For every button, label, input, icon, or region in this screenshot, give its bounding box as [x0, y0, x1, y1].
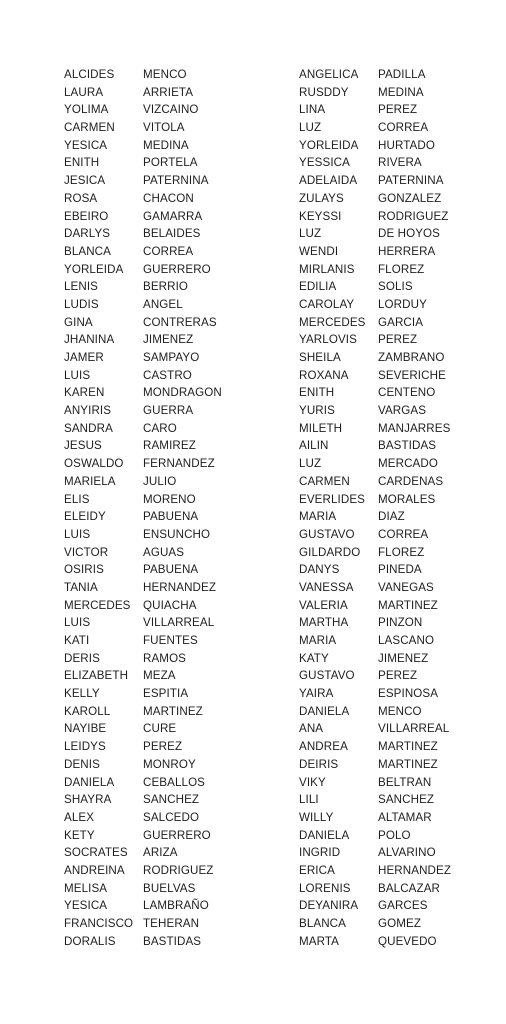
- first-name-left: LUIS: [64, 527, 91, 541]
- first-name-left: DENIS: [64, 757, 100, 771]
- last-name-left: MENCO: [143, 68, 187, 81]
- last-name-left: BELAIDES: [143, 227, 201, 241]
- first-name-right: MARTHA: [299, 616, 349, 630]
- last-name-left: RODRIGUEZ: [143, 863, 214, 877]
- last-name-left: PORTELA: [143, 156, 198, 170]
- first-name-right: YURIS: [299, 404, 335, 418]
- name-row: [64, 101, 464, 119]
- name-row: [64, 667, 464, 685]
- last-name-left: BERRIO: [143, 280, 189, 294]
- last-name-right: DIAZ: [378, 510, 405, 524]
- last-name-right: CENTENO: [378, 386, 436, 400]
- first-name-right: EVERLIDES: [299, 492, 365, 506]
- name-row: [64, 703, 464, 721]
- last-name-right: LORDUY: [378, 297, 427, 311]
- first-name-right: DANIELA: [299, 828, 350, 842]
- last-name-left: LAMBRAÑO: [143, 899, 209, 913]
- last-name-left: RAMIREZ: [143, 439, 196, 453]
- last-name-right: PEREZ: [378, 669, 418, 683]
- first-name-right: DEYANIRA: [299, 899, 359, 913]
- first-name-left: JAMER: [64, 351, 104, 364]
- name-row: [64, 774, 464, 792]
- last-name-left: MONDRAGON: [143, 386, 222, 400]
- first-name-left: OSIRIS: [64, 563, 104, 577]
- last-name-right: HERNANDEZ: [378, 863, 452, 877]
- last-name-right: BASTIDAS: [378, 439, 437, 453]
- first-name-left: KELLY: [64, 687, 100, 701]
- first-name-left: LAURA: [64, 85, 104, 99]
- last-name-left: CARO: [143, 421, 177, 435]
- name-row: [64, 402, 464, 420]
- first-name-right: VANESSA: [299, 580, 354, 594]
- first-name-right: ANDREA: [299, 740, 348, 754]
- name-row: [64, 738, 464, 756]
- name-row: [64, 473, 464, 491]
- last-name-left: SANCHEZ: [143, 793, 200, 807]
- last-name-left: SAMPAYO: [143, 351, 200, 364]
- first-name-left: ROSA: [64, 191, 98, 205]
- first-name-left: LUIS: [64, 616, 91, 630]
- last-name-right: PINEDA: [378, 563, 422, 577]
- first-name-left: KATI: [64, 634, 90, 647]
- first-name-left: YORLEIDA: [64, 262, 124, 276]
- first-name-right: DANIELA: [299, 704, 350, 718]
- first-name-right: ROXANA: [299, 368, 349, 382]
- first-name-right: YESSICA: [299, 156, 350, 170]
- last-name-left: PABUENA: [143, 563, 199, 577]
- last-name-right: DE HOYOS: [378, 227, 441, 241]
- last-name-right: PINZON: [378, 616, 423, 630]
- first-name-left: VICTOR: [64, 545, 109, 559]
- last-name-left: ESPITIA: [143, 687, 189, 701]
- last-name-right: GARCIA: [378, 315, 424, 329]
- last-name-left: JIMENEZ: [143, 333, 194, 347]
- last-name-right: MARTINEZ: [378, 598, 438, 612]
- first-name-left: CARMEN: [64, 121, 115, 135]
- first-name-left: ELIS: [64, 492, 90, 506]
- last-name-left: TEHERAN: [143, 917, 200, 930]
- first-name-right: KEYSSI: [299, 209, 342, 223]
- name-row: [64, 791, 464, 809]
- name-row: [64, 720, 464, 738]
- name-row: [64, 190, 464, 208]
- first-name-right: LORENIS: [299, 881, 351, 895]
- first-name-right: CARMEN: [299, 474, 350, 488]
- last-name-left: ENSUNCHO: [143, 527, 211, 541]
- first-name-left: LUDIS: [64, 297, 99, 311]
- first-name-right: WILLY: [299, 810, 334, 824]
- last-name-left: JULIO: [143, 474, 177, 488]
- name-row: [64, 685, 464, 703]
- first-name-left: MELISA: [64, 881, 108, 895]
- name-row: [64, 809, 464, 827]
- name-row: [64, 491, 464, 509]
- first-name-right: VIKY: [299, 775, 326, 789]
- first-name-left: SOCRATES: [64, 846, 128, 860]
- last-name-right: SANCHEZ: [378, 793, 435, 807]
- last-name-left: SALCEDO: [143, 810, 200, 824]
- first-name-right: MARIA: [299, 510, 337, 524]
- last-name-right: MENCO: [378, 704, 422, 718]
- last-name-left: VILLARREAL: [143, 616, 215, 630]
- name-row: [64, 243, 464, 261]
- first-name-left: SANDRA: [64, 421, 113, 435]
- first-name-right: MERCEDES: [299, 315, 366, 329]
- first-name-right: LINA: [299, 103, 326, 117]
- last-name-left: PEREZ: [143, 740, 183, 754]
- last-name-right: HERRERA: [378, 244, 436, 258]
- first-name-left: ANDREINA: [64, 863, 125, 877]
- last-name-right: ALTAMAR: [378, 810, 432, 824]
- last-name-left: FERNANDEZ: [143, 457, 215, 471]
- first-name-right: YORLEIDA: [299, 138, 359, 152]
- first-name-right: DEIRIS: [299, 757, 339, 771]
- name-row: [64, 137, 464, 155]
- name-row: [64, 66, 464, 84]
- first-name-right: ANGELICA: [299, 68, 359, 81]
- name-row: [64, 84, 464, 102]
- first-name-right: GILDARDO: [299, 545, 361, 559]
- name-row: [64, 278, 464, 296]
- last-name-left: ARIZA: [143, 846, 178, 860]
- first-name-right: GUSTAVO: [299, 669, 355, 683]
- last-name-right: QUEVEDO: [378, 934, 437, 948]
- name-row: [64, 349, 464, 367]
- first-name-left: YESICA: [64, 899, 108, 913]
- last-name-right: MORALES: [378, 492, 436, 506]
- first-name-right: RUSDDY: [299, 85, 349, 99]
- last-name-left: CEBALLOS: [143, 775, 206, 789]
- first-name-left: LEIDYS: [64, 740, 106, 754]
- name-row: [64, 119, 464, 137]
- last-name-right: SEVERICHE: [378, 368, 446, 382]
- last-name-right: MARTINEZ: [378, 757, 438, 771]
- last-name-right: FLOREZ: [378, 545, 425, 559]
- first-name-left: JESICA: [64, 174, 106, 188]
- last-name-left: MEZA: [143, 669, 176, 683]
- first-name-right: ERICA: [299, 863, 335, 877]
- last-name-right: MANJARRES: [378, 421, 451, 435]
- first-name-left: LENIS: [64, 280, 99, 294]
- last-name-right: ALVARINO: [378, 846, 436, 860]
- last-name-right: MARTINEZ: [378, 740, 438, 754]
- last-name-left: HERNANDEZ: [143, 580, 217, 594]
- first-name-right: YARLOVIS: [299, 333, 357, 347]
- last-name-left: VITOLA: [143, 121, 185, 135]
- name-row: [64, 367, 464, 385]
- first-name-left: OSWALDO: [64, 457, 124, 471]
- first-name-right: DANYS: [299, 563, 340, 577]
- first-name-left: SHAYRA: [64, 793, 112, 807]
- last-name-right: CORREA: [378, 527, 429, 541]
- last-name-left: RAMOS: [143, 651, 187, 665]
- first-name-right: LUZ: [299, 121, 322, 135]
- last-name-left: BUELVAS: [143, 881, 196, 895]
- first-name-left: KAROLL: [64, 704, 111, 718]
- first-name-right: LILI: [299, 793, 319, 807]
- name-row: [64, 261, 464, 279]
- last-name-right: VILLARREAL: [378, 722, 450, 736]
- last-name-left: MARTINEZ: [143, 704, 203, 718]
- first-name-right: CAROLAY: [299, 297, 355, 311]
- first-name-left: ENITH: [64, 156, 100, 170]
- last-name-right: GARCES: [378, 899, 428, 913]
- first-name-left: DANIELA: [64, 775, 115, 789]
- first-name-left: YESICA: [64, 138, 108, 152]
- last-name-left: QUIACHA: [143, 598, 197, 612]
- name-row: [64, 880, 464, 898]
- last-name-left: PABUENA: [143, 510, 199, 524]
- last-name-right: FLOREZ: [378, 262, 425, 276]
- first-name-left: MERCEDES: [64, 598, 131, 612]
- first-name-right: BLANCA: [299, 917, 346, 930]
- first-name-right: ANA: [299, 722, 324, 736]
- first-name-right: INGRID: [299, 846, 341, 860]
- name-row: [64, 756, 464, 774]
- last-name-left: VIZCAINO: [143, 103, 199, 117]
- first-name-left: DARLYS: [64, 227, 111, 241]
- name-row: [64, 384, 464, 402]
- last-name-right: ESPINOSA: [378, 687, 439, 701]
- last-name-right: HURTADO: [378, 138, 435, 152]
- last-name-right: RODRIGUEZ: [378, 209, 449, 223]
- name-row: [64, 508, 464, 526]
- name-row: [64, 650, 464, 668]
- last-name-right: POLO: [378, 828, 411, 842]
- last-name-left: MEDINA: [143, 138, 189, 152]
- last-name-left: CURE: [143, 722, 177, 736]
- first-name-left: KAREN: [64, 386, 105, 400]
- name-row: [64, 827, 464, 845]
- last-name-left: AGUAS: [143, 545, 185, 559]
- first-name-right: ENITH: [299, 386, 335, 400]
- first-name-right: ZULAYS: [299, 191, 344, 205]
- name-row: [64, 331, 464, 349]
- last-name-right: MERCADO: [378, 457, 438, 471]
- first-name-right: YAIRA: [299, 687, 334, 701]
- last-name-right: VARGAS: [378, 404, 427, 418]
- last-name-right: PADILLA: [378, 68, 426, 81]
- name-row: [64, 420, 464, 438]
- last-name-left: ANGEL: [143, 297, 183, 311]
- name-row: [64, 915, 464, 933]
- last-name-right: RIVERA: [378, 156, 422, 170]
- first-name-left: MARIELA: [64, 474, 116, 488]
- name-row: [64, 314, 464, 332]
- first-name-left: DERIS: [64, 651, 100, 665]
- last-name-left: MONROY: [143, 757, 196, 771]
- first-name-left: JHANINA: [64, 333, 115, 347]
- first-name-left: ANYIRIS: [64, 404, 112, 418]
- last-name-right: BALCAZAR: [378, 881, 441, 895]
- name-row: [64, 597, 464, 615]
- first-name-right: MIRLANIS: [299, 262, 355, 276]
- first-name-left: ELEIDY: [64, 510, 106, 524]
- first-name-right: SHEILA: [299, 351, 341, 364]
- first-name-right: AILIN: [299, 439, 329, 453]
- last-name-right: CARDENAS: [378, 474, 444, 488]
- first-name-left: LUIS: [64, 368, 91, 382]
- first-name-left: ALEX: [64, 810, 95, 824]
- first-name-left: YOLIMA: [64, 103, 109, 117]
- last-name-left: MORENO: [143, 492, 196, 506]
- first-name-left: TANIA: [64, 580, 98, 594]
- first-name-right: MARTA: [299, 934, 340, 948]
- first-name-right: VALERIA: [299, 598, 348, 612]
- first-name-left: NAYIBE: [64, 722, 107, 736]
- name-row: [64, 225, 464, 243]
- last-name-left: GUERRERO: [143, 828, 211, 842]
- first-name-left: DORALIS: [64, 934, 116, 948]
- last-name-left: CORREA: [143, 244, 194, 258]
- last-name-left: PATERNINA: [143, 174, 209, 188]
- name-row: [64, 154, 464, 172]
- last-name-right: ZAMBRANO: [378, 351, 445, 364]
- first-name-left: JESUS: [64, 439, 102, 453]
- last-name-left: CONTRERAS: [143, 315, 217, 329]
- name-row: [64, 561, 464, 579]
- last-name-right: SOLIS: [378, 280, 413, 294]
- first-name-left: KETY: [64, 828, 95, 842]
- first-name-right: KATY: [299, 651, 329, 665]
- name-row: [64, 526, 464, 544]
- name-row: [64, 844, 464, 862]
- first-name-left: EBEIRO: [64, 209, 109, 223]
- last-name-right: CORREA: [378, 121, 429, 135]
- name-row: [64, 455, 464, 473]
- last-name-left: BASTIDAS: [143, 934, 202, 948]
- name-row: [64, 897, 464, 915]
- name-row: [64, 172, 464, 190]
- last-name-right: JIMENEZ: [378, 651, 429, 665]
- last-name-left: GAMARRA: [143, 209, 203, 223]
- first-name-right: GUSTAVO: [299, 527, 355, 541]
- last-name-left: GUERRA: [143, 404, 194, 418]
- name-row: [64, 862, 464, 880]
- first-name-left: GINA: [64, 315, 93, 329]
- last-name-left: ARRIETA: [143, 85, 194, 99]
- last-name-left: GUERRERO: [143, 262, 211, 276]
- first-name-right: MARIA: [299, 634, 337, 647]
- last-name-right: BELTRAN: [378, 775, 432, 789]
- name-list-table: [64, 66, 464, 950]
- first-name-left: ELIZABETH: [64, 669, 129, 683]
- last-name-right: LASCANO: [378, 634, 435, 647]
- first-name-left: ALCIDES: [64, 68, 115, 81]
- last-name-left: FUENTES: [143, 634, 198, 647]
- first-name-left: FRANCISCO: [64, 917, 134, 930]
- first-name-right: WENDI: [299, 244, 339, 258]
- name-row: [64, 579, 464, 597]
- name-row: [64, 437, 464, 455]
- name-row: [64, 544, 464, 562]
- last-name-left: CHACON: [143, 191, 194, 205]
- last-name-right: MEDINA: [378, 85, 424, 99]
- first-name-right: LUZ: [299, 227, 322, 241]
- first-name-right: MILETH: [299, 421, 343, 435]
- first-name-right: LUZ: [299, 457, 322, 471]
- first-name-left: BLANCA: [64, 244, 111, 258]
- name-row: [64, 933, 464, 951]
- last-name-left: CASTRO: [143, 368, 192, 382]
- name-row: [64, 632, 464, 650]
- name-row: [64, 296, 464, 314]
- last-name-right: VANEGAS: [378, 580, 434, 594]
- last-name-right: PEREZ: [378, 333, 418, 347]
- name-row: [64, 614, 464, 632]
- last-name-right: GOMEZ: [378, 917, 422, 930]
- last-name-right: PEREZ: [378, 103, 418, 117]
- last-name-right: PATERNINA: [378, 174, 444, 188]
- first-name-right: ADELAIDA: [299, 174, 358, 188]
- last-name-right: GONZALEZ: [378, 191, 442, 205]
- name-row: [64, 208, 464, 226]
- first-name-right: EDILIA: [299, 280, 337, 294]
